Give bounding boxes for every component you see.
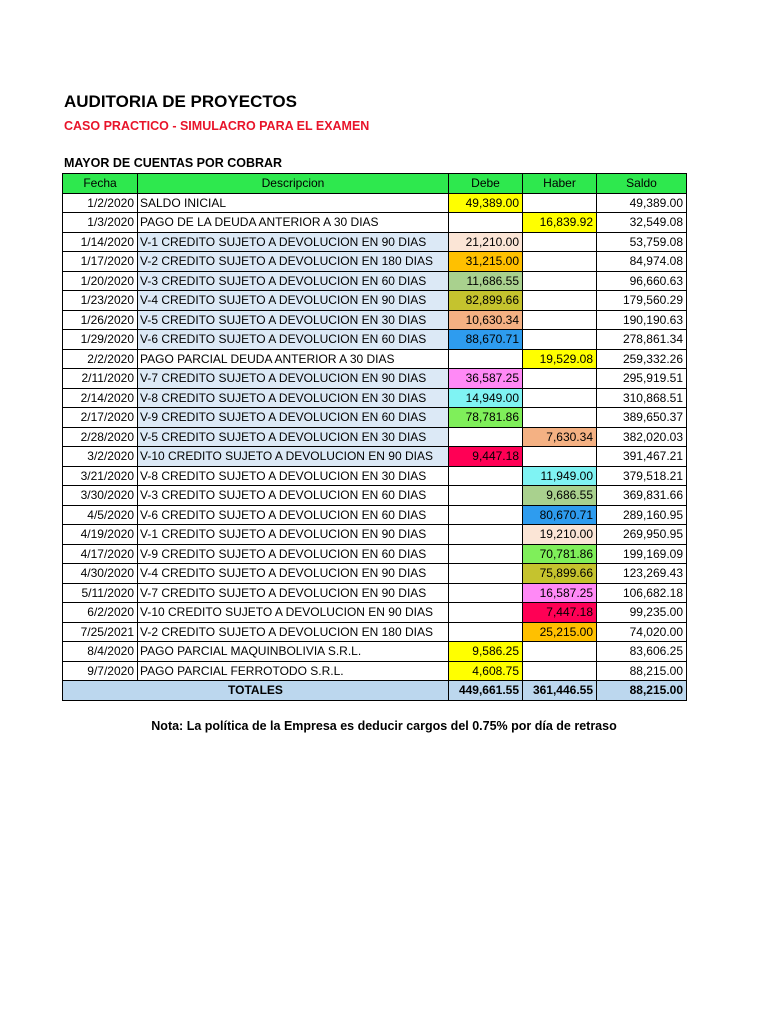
cell-fecha: 9/7/2020 <box>63 661 138 681</box>
cell-debe: 88,670.71 <box>449 330 523 350</box>
cell-fecha: 8/4/2020 <box>63 642 138 662</box>
cell-debe: 10,630.34 <box>449 310 523 330</box>
cell-saldo: 382,020.03 <box>597 427 687 447</box>
table-row <box>63 310 687 330</box>
cell-saldo: 289,160.95 <box>597 505 687 525</box>
cell-descripcion: V-4 CREDITO SUJETO A DEVOLUCION EN 90 DIAS <box>138 291 449 311</box>
table-row <box>63 213 687 233</box>
cell-haber <box>523 193 597 213</box>
cell-debe <box>449 505 523 525</box>
table-row <box>63 583 687 603</box>
totals-saldo: 88,215.00 <box>597 681 687 701</box>
column-header-haber: Haber <box>523 174 597 194</box>
cell-debe <box>449 564 523 584</box>
cell-haber: 16,839.92 <box>523 213 597 233</box>
cell-saldo: 278,861.34 <box>597 330 687 350</box>
cell-debe <box>449 466 523 486</box>
table-row <box>63 369 687 389</box>
cell-saldo: 259,332.26 <box>597 349 687 369</box>
cell-descripcion: V-5 CREDITO SUJETO A DEVOLUCION EN 30 DIAS <box>138 310 449 330</box>
cell-debe: 4,608.75 <box>449 661 523 681</box>
totals-label: TOTALES <box>63 681 449 701</box>
cell-descripcion: V-4 CREDITO SUJETO A DEVOLUCION EN 90 DIAS <box>138 564 449 584</box>
cell-debe <box>449 525 523 545</box>
cell-fecha: 1/17/2020 <box>63 252 138 272</box>
cell-debe: 36,587.25 <box>449 369 523 389</box>
totals-haber: 361,446.55 <box>523 681 597 701</box>
table-row <box>63 505 687 525</box>
totals-debe: 449,661.55 <box>449 681 523 701</box>
column-header-descripcion: Descripcion <box>138 174 449 194</box>
cell-fecha: 6/2/2020 <box>63 603 138 623</box>
table-row <box>63 642 687 662</box>
table-row <box>63 193 687 213</box>
cell-saldo: 369,831.66 <box>597 486 687 506</box>
cell-saldo: 74,020.00 <box>597 622 687 642</box>
cell-debe: 31,215.00 <box>449 252 523 272</box>
cell-fecha: 3/30/2020 <box>63 486 138 506</box>
cell-fecha: 4/19/2020 <box>63 525 138 545</box>
cell-descripcion: V-8 CREDITO SUJETO A DEVOLUCION EN 30 DIAS <box>138 466 449 486</box>
cell-haber <box>523 252 597 272</box>
cell-haber <box>523 369 597 389</box>
table-row <box>63 252 687 272</box>
cell-descripcion: V-8 CREDITO SUJETO A DEVOLUCION EN 30 DIAS <box>138 388 449 408</box>
cell-saldo: 179,560.29 <box>597 291 687 311</box>
cell-haber: 7,447.18 <box>523 603 597 623</box>
cell-descripcion: V-10 CREDITO SUJETO A DEVOLUCION EN 90 DIAS <box>138 447 449 467</box>
cell-debe: 82,899.66 <box>449 291 523 311</box>
cell-descripcion: PAGO PARCIAL FERROTODO S.R.L. <box>138 661 449 681</box>
cell-descripcion: PAGO PARCIAL DEUDA ANTERIOR A 30 DIAS <box>138 349 449 369</box>
cell-fecha: 2/17/2020 <box>63 408 138 428</box>
table-row <box>63 486 687 506</box>
cell-debe: 9,447.18 <box>449 447 523 467</box>
cell-descripcion: PAGO PARCIAL MAQUINBOLIVIA S.R.L. <box>138 642 449 662</box>
cell-descripcion: PAGO DE LA DEUDA ANTERIOR A 30 DIAS <box>138 213 449 233</box>
table-row <box>63 564 687 584</box>
cell-descripcion: V-2 CREDITO SUJETO A DEVOLUCION EN 180 DIAS <box>138 622 449 642</box>
cell-saldo: 32,549.08 <box>597 213 687 233</box>
ledger-table <box>62 173 687 701</box>
cell-saldo: 96,660.63 <box>597 271 687 291</box>
cell-haber <box>523 330 597 350</box>
cell-descripcion: V-9 CREDITO SUJETO A DEVOLUCION EN 60 DIAS <box>138 408 449 428</box>
table-row <box>63 544 687 564</box>
cell-descripcion: V-9 CREDITO SUJETO A DEVOLUCION EN 60 DIAS <box>138 544 449 564</box>
cell-haber <box>523 388 597 408</box>
cell-haber: 19,529.08 <box>523 349 597 369</box>
table-header-row <box>63 174 687 194</box>
section-title: MAYOR DE CUENTAS POR COBRAR <box>64 156 283 170</box>
cell-haber: 70,781.86 <box>523 544 597 564</box>
cell-saldo: 199,169.09 <box>597 544 687 564</box>
cell-haber: 16,587.25 <box>523 583 597 603</box>
cell-saldo: 310,868.51 <box>597 388 687 408</box>
cell-haber: 7,630.34 <box>523 427 597 447</box>
cell-descripcion: V-1 CREDITO SUJETO A DEVOLUCION EN 90 DIAS <box>138 232 449 252</box>
table-row <box>63 603 687 623</box>
cell-debe <box>449 213 523 233</box>
cell-descripcion: V-7 CREDITO SUJETO A DEVOLUCION EN 90 DIAS <box>138 583 449 603</box>
cell-haber <box>523 310 597 330</box>
cell-saldo: 99,235.00 <box>597 603 687 623</box>
cell-haber: 11,949.00 <box>523 466 597 486</box>
cell-fecha: 5/11/2020 <box>63 583 138 603</box>
table-row <box>63 466 687 486</box>
table-row <box>63 525 687 545</box>
cell-haber <box>523 642 597 662</box>
column-header-fecha: Fecha <box>63 174 138 194</box>
cell-haber: 80,670.71 <box>523 505 597 525</box>
cell-fecha: 3/2/2020 <box>63 447 138 467</box>
cell-debe <box>449 603 523 623</box>
cell-descripcion: V-6 CREDITO SUJETO A DEVOLUCION EN 60 DIAS <box>138 330 449 350</box>
totals-row <box>63 681 687 701</box>
cell-debe: 14,949.00 <box>449 388 523 408</box>
cell-descripcion: V-2 CREDITO SUJETO A DEVOLUCION EN 180 DIAS <box>138 252 449 272</box>
cell-fecha: 2/11/2020 <box>63 369 138 389</box>
cell-saldo: 83,606.25 <box>597 642 687 662</box>
cell-descripcion: V-10 CREDITO SUJETO A DEVOLUCION EN 90 DIAS <box>138 603 449 623</box>
page-subtitle: CASO PRACTICO - SIMULACRO PARA EL EXAMEN <box>64 119 370 133</box>
cell-debe <box>449 349 523 369</box>
cell-haber: 25,215.00 <box>523 622 597 642</box>
cell-saldo: 88,215.00 <box>597 661 687 681</box>
cell-fecha: 4/17/2020 <box>63 544 138 564</box>
table-row <box>63 427 687 447</box>
cell-fecha: 1/26/2020 <box>63 310 138 330</box>
cell-haber <box>523 232 597 252</box>
table-row <box>63 232 687 252</box>
cell-saldo: 106,682.18 <box>597 583 687 603</box>
cell-debe: 21,210.00 <box>449 232 523 252</box>
cell-fecha: 2/14/2020 <box>63 388 138 408</box>
table-row <box>63 271 687 291</box>
ledger-body <box>63 193 687 681</box>
cell-saldo: 389,650.37 <box>597 408 687 428</box>
cell-descripcion: V-3 CREDITO SUJETO A DEVOLUCION EN 60 DIAS <box>138 486 449 506</box>
cell-haber <box>523 271 597 291</box>
cell-debe: 49,389.00 <box>449 193 523 213</box>
table-row <box>63 408 687 428</box>
table-row <box>63 349 687 369</box>
cell-fecha: 2/28/2020 <box>63 427 138 447</box>
cell-fecha: 3/21/2020 <box>63 466 138 486</box>
cell-descripcion: V-1 CREDITO SUJETO A DEVOLUCION EN 90 DIAS <box>138 525 449 545</box>
cell-fecha: 1/2/2020 <box>63 193 138 213</box>
cell-saldo: 269,950.95 <box>597 525 687 545</box>
cell-descripcion: V-3 CREDITO SUJETO A DEVOLUCION EN 60 DIAS <box>138 271 449 291</box>
cell-saldo: 49,389.00 <box>597 193 687 213</box>
cell-haber <box>523 408 597 428</box>
cell-fecha: 2/2/2020 <box>63 349 138 369</box>
page-title: AUDITORIA DE PROYECTOS <box>64 92 297 111</box>
cell-haber <box>523 291 597 311</box>
cell-saldo: 190,190.63 <box>597 310 687 330</box>
cell-haber: 9,686.55 <box>523 486 597 506</box>
table-row <box>63 330 687 350</box>
cell-fecha: 1/3/2020 <box>63 213 138 233</box>
cell-fecha: 7/25/2021 <box>63 622 138 642</box>
cell-haber: 75,899.66 <box>523 564 597 584</box>
cell-saldo: 391,467.21 <box>597 447 687 467</box>
column-header-saldo: Saldo <box>597 174 687 194</box>
cell-saldo: 379,518.21 <box>597 466 687 486</box>
column-header-debe: Debe <box>449 174 523 194</box>
cell-debe <box>449 427 523 447</box>
cell-saldo: 123,269.43 <box>597 564 687 584</box>
cell-debe: 11,686.55 <box>449 271 523 291</box>
cell-debe <box>449 583 523 603</box>
cell-haber <box>523 447 597 467</box>
policy-note: Nota: La política de la Empresa es deducir cargos del 0.75% por día de retraso <box>151 719 617 733</box>
table-row <box>63 622 687 642</box>
cell-fecha: 4/30/2020 <box>63 564 138 584</box>
cell-descripcion: V-5 CREDITO SUJETO A DEVOLUCION EN 30 DIAS <box>138 427 449 447</box>
cell-debe: 78,781.86 <box>449 408 523 428</box>
cell-saldo: 84,974.08 <box>597 252 687 272</box>
cell-debe <box>449 622 523 642</box>
table-row <box>63 388 687 408</box>
table-row <box>63 447 687 467</box>
cell-descripcion: V-6 CREDITO SUJETO A DEVOLUCION EN 60 DIAS <box>138 505 449 525</box>
table-row <box>63 291 687 311</box>
cell-saldo: 53,759.08 <box>597 232 687 252</box>
cell-fecha: 1/23/2020 <box>63 291 138 311</box>
cell-descripcion: V-7 CREDITO SUJETO A DEVOLUCION EN 90 DIAS <box>138 369 449 389</box>
cell-fecha: 1/29/2020 <box>63 330 138 350</box>
cell-fecha: 1/14/2020 <box>63 232 138 252</box>
cell-fecha: 1/20/2020 <box>63 271 138 291</box>
cell-debe <box>449 486 523 506</box>
cell-descripcion: SALDO INICIAL <box>138 193 449 213</box>
cell-debe: 9,586.25 <box>449 642 523 662</box>
cell-saldo: 295,919.51 <box>597 369 687 389</box>
cell-debe <box>449 544 523 564</box>
cell-haber <box>523 661 597 681</box>
cell-haber: 19,210.00 <box>523 525 597 545</box>
cell-fecha: 4/5/2020 <box>63 505 138 525</box>
table-row <box>63 661 687 681</box>
